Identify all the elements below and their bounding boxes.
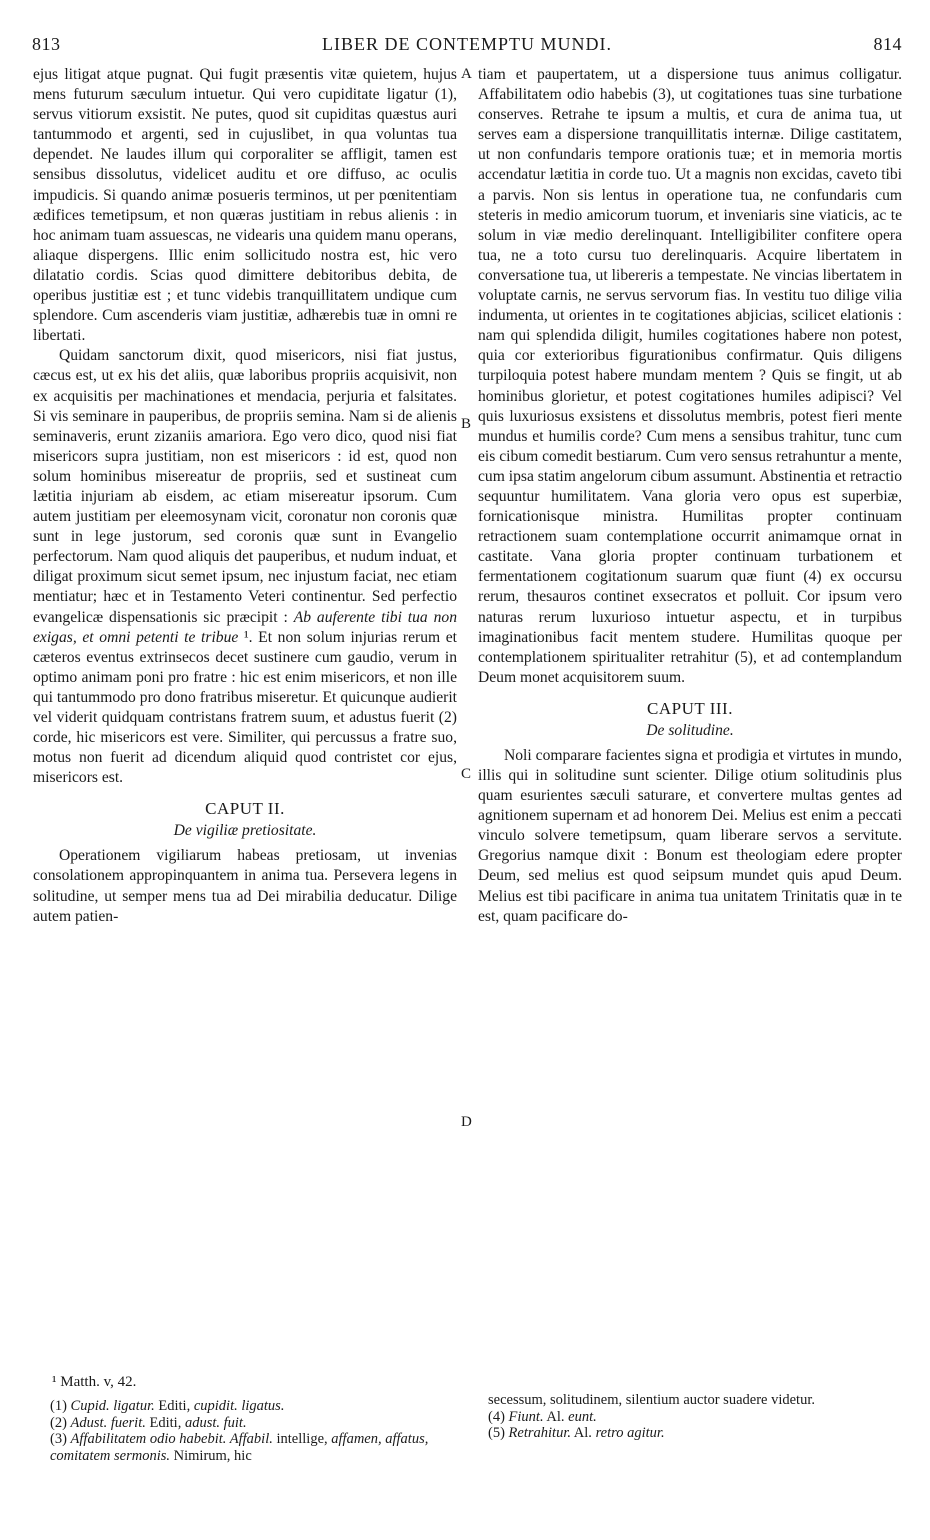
- page-number-left: 813: [32, 34, 61, 54]
- footnote-5: [488, 1425, 908, 1442]
- left-paragraph-1: ejus litigat atque pugnat. Qui fugit præsentis vitæ quietem, hujus mens futurum sæculum intuetur. Qui vero cupiditate ligatur (1), servus vitiorum exsistit. Ne putes, quod sit cupiditas quæstus auri tantummodo et argenti, sed in cujuslibet, in qua voluntas tua dependet. Ne laudes illum qui corporaliter se affligit, tamen est sensibus dissolutus, videlicet auditu et ore diffuso, ac oculis impudicis. Si quando animæ posueris terminos, ut per pœnitentiam ædifices temetipsum, et non quæras justitiam in rebus alienis : in hoc animam tuam assuescas, ne videaris una quidem manu operans, aliaque dispergens. Illic enim sollicitudo nostra est, hic vero dilatatio cordis. Scias quod dimittere debitoribus debita, de operibus justitiæ est ; et tunc videbis tranquillitatem undique cum splendore. Cum ascenderis viam justitiæ, adhærebis tuæ in omni re libertati.: [33, 66, 457, 345]
- note-lemma: Affabilitatem odio habebit. Affabil.: [70, 1431, 273, 1447]
- chapter-2-subtitle: De vigiliæ pretiositate.: [173, 822, 317, 840]
- footnote-3-continued: secessum, solitudinem, silentium auctor suadere videtur.: [488, 1392, 815, 1408]
- footnote-4: [488, 1409, 908, 1426]
- footnote-scripture: ¹ Matth. v, 42.: [52, 1374, 137, 1390]
- running-title: LIBER DE CONTEMPTU MUNDI.: [322, 34, 612, 54]
- chapter-2-title: CAPUT II.: [205, 799, 285, 819]
- note-number: (5): [488, 1425, 509, 1441]
- footnote-2: [50, 1415, 470, 1432]
- note-text: Nimirum, hic: [170, 1447, 252, 1464]
- note-text: intellige,: [272, 1431, 332, 1447]
- chapter-3-subtitle: De solitudine.: [646, 721, 734, 739]
- chapter-3-title: CAPUT III.: [647, 698, 733, 718]
- left-paragraph-2: [33, 346, 457, 788]
- margin-letter-b: B: [461, 416, 472, 432]
- note-lemma: Fiunt.: [508, 1408, 544, 1425]
- note-text: Al.: [543, 1408, 569, 1425]
- text-run: Quidam sanctorum dixit, quod misericors, nisi fiat justus, cæcus est, ut ex his det aliis, quæ laboribus propriis acquisivit, non ex acquisitis per machinationes et mendacia, perjuria et falsitates. Si vis seminare in pauperibus, de propriis semina. Nam si de alienis seminaveris, erunt zizaniis amariora. Ego vero dico, quod nisi fiat misericors supra justitiam, non est misericors : id est, quod non solum hominibus misereatur de propriis, sed et sustineat cum lætitia injuriam ab eisdem, ac etiam misereatur ipsorum. Cum autem justitiam per eleemosynam vicit, coronatur non coronis quæ sunt in lege justorum, sed coronis quæ sunt in Evangelio perfectorum. Nam quod aliquis det pauperibus, et nudum induat, et diligat proximum sicut semet ipsum, nec injustum faciat, nec etiam mentiatur; hæc et in Testamento Veteri continentur. Sed perfectio evangelicæ dispensationis sic præcipit :: [33, 347, 457, 626]
- footnote-3: [50, 1431, 470, 1464]
- note-number: (3): [50, 1431, 71, 1447]
- note-variant: retro agitur.: [595, 1425, 665, 1441]
- right-paragraph-2: Noli comparare facientes signa et prodigia et virtutes in mundo, illis qui in solitudine sunt scienter. Dilige otium solitudinis plus quam esurientes sæculi saturare, et convertere multas gentes ad agnitionem supernam et ad honorem Dei. Melius est enim a peccati vinculo solvere temetipsum, quam liberare servos a servitute. Gregorius namque dixit : Bonum est theologiam edere propter Deum, sed melius est quod seipsum mundet quis apud Deum. Melius est tibi pacificare in anima tua unitatem Trinitatis quæ in te est, quam pacificare do-: [478, 746, 902, 925]
- footnote-ref: ¹: [238, 628, 249, 646]
- note-variant: adust. fuit.: [184, 1414, 247, 1431]
- footnotes-right: [488, 1392, 908, 1442]
- note-number: (2): [50, 1414, 71, 1431]
- page-number-right: 814: [873, 34, 902, 54]
- gospel-quote: Ab auferente tibi tua non exigas, et omni petenti te tribue: [33, 608, 457, 646]
- note-lemma: Adust. fuerit.: [70, 1414, 146, 1431]
- note-text: Editi,: [154, 1398, 194, 1414]
- footnotes-left: [50, 1398, 470, 1464]
- note-variant: affamen, affatus, comitatem sermonis.: [50, 1431, 429, 1464]
- note-variant: eunt.: [568, 1408, 597, 1425]
- right-paragraph-1: tiam et paupertatem, ut a dispersione tuus animus colligatur. Affabilitatem odio habebis (3), ut cogitationes tuas sine turbatione conserves. Retrahe te ipsum a multis, et cura de anima tua, ut serves eam a dispersione tranquillitatis internæ. Dilige castitatem, ut non confundaris tempore orationis tuæ; et in memoria mortis accendatur lætitia in corde tuo. Ut a magnis non excidas, caveto tibi a parvis. Non sis lentus in operatione tua, ne confundaris cum steteris in medio amicorum tuorum, et inveniaris sine viaticis, ac te solum in viæ medio derelinquant. Intelligibiliter confitere opera tua, ne a toto cursu tuo derelinquaris. Acquire libertatem in conversatione tua, ut libereris a tempestate. Ne vincias libertatem in voluptate carnis, ne servus servorum fias. In vestitu tuo dilige vilia indumenta, ut orientes in te cogitationes abjicias, scilicet elationis : nam qui splendida diligit, humiles cogitationes habere non potest, quia cor exterioribus figurationibus confirmatur. Quis diligens turpiloquia potest habere mundam mentem ? Quis se fingit, ut ab hominibus glorietur, et potest cogitationes humiles adipisci? Vel quis luxuriosus exsistens et dissolutus membris, potest fieri mente mundus et humilis corde? Cum mens a sensibus trahitur, tunc cum eis cibum comedit bestiarum. Cum vero sensus retrahuntur a mente, cum ipsa statim angelorum cibum assumunt. Abstinentia et retractio sequuntur humilitatem. Vana gloria vero opus est superbiæ, fornicationisque ministra. Humilitas propter continuam retractionem suam contemplatione occurrit animamque ornat in castitate. Vana gloria propter continuam turbationem et fermentationem cogitationum suarum quæ fiunt (4) ex occursu rerum, thesauros continet exsecratos et polluit. Cor ipsum vero naturas rerum luxurioso intuetur aspectu, et in turpibus imaginationibus facit mentem studere. Humilitas quoque per contemplationem spiritualiter retrahitur (5), et ad contemplandum Deum monet acquisitorem suum.: [478, 66, 902, 686]
- note-number: (4): [488, 1408, 509, 1425]
- note-text: Editi,: [145, 1414, 185, 1431]
- left-paragraph-3: Operationem vigiliarum habeas pretiosam, ut invenias consolationem appropinquantem in anima tua. Persevera legens in solitudine, ut semper mens tua ad Dei mirabilia deducatur. Dilige autem patien-: [33, 847, 457, 925]
- running-header: [32, 34, 902, 58]
- note-lemma: Cupid. ligatur.: [70, 1398, 155, 1414]
- text-run: . Et non solum injurias rerum et cæteros eventus extrinsecos decet sustinere cum gaudio, verum in optimo animam poni pro fratre : hic est enim misericors, et non ille qui tantummodo pro dono fratribus miseretur. Et quicunque audierit vel viderit quidquam contristans fratrem suum, et adustus fuerit (2) corde, hic misericors est vere. Similiter, qui percussus a fratre suo, motus non fuerit ad dicendum aliquid quod contristet cor ejus, misericors est.: [33, 628, 458, 787]
- margin-letter-d: D: [461, 1114, 472, 1130]
- margin-letter-c: C: [461, 766, 472, 782]
- note-text: Al.: [570, 1425, 596, 1441]
- right-column: [478, 65, 902, 927]
- left-column: [33, 65, 457, 927]
- margin-letter-a: A: [461, 66, 472, 82]
- note-number: (1): [50, 1398, 71, 1414]
- note-lemma: Retrahitur.: [508, 1425, 571, 1441]
- note-variant: cupidit. ligatus.: [193, 1398, 285, 1414]
- footnote-1: [50, 1398, 470, 1415]
